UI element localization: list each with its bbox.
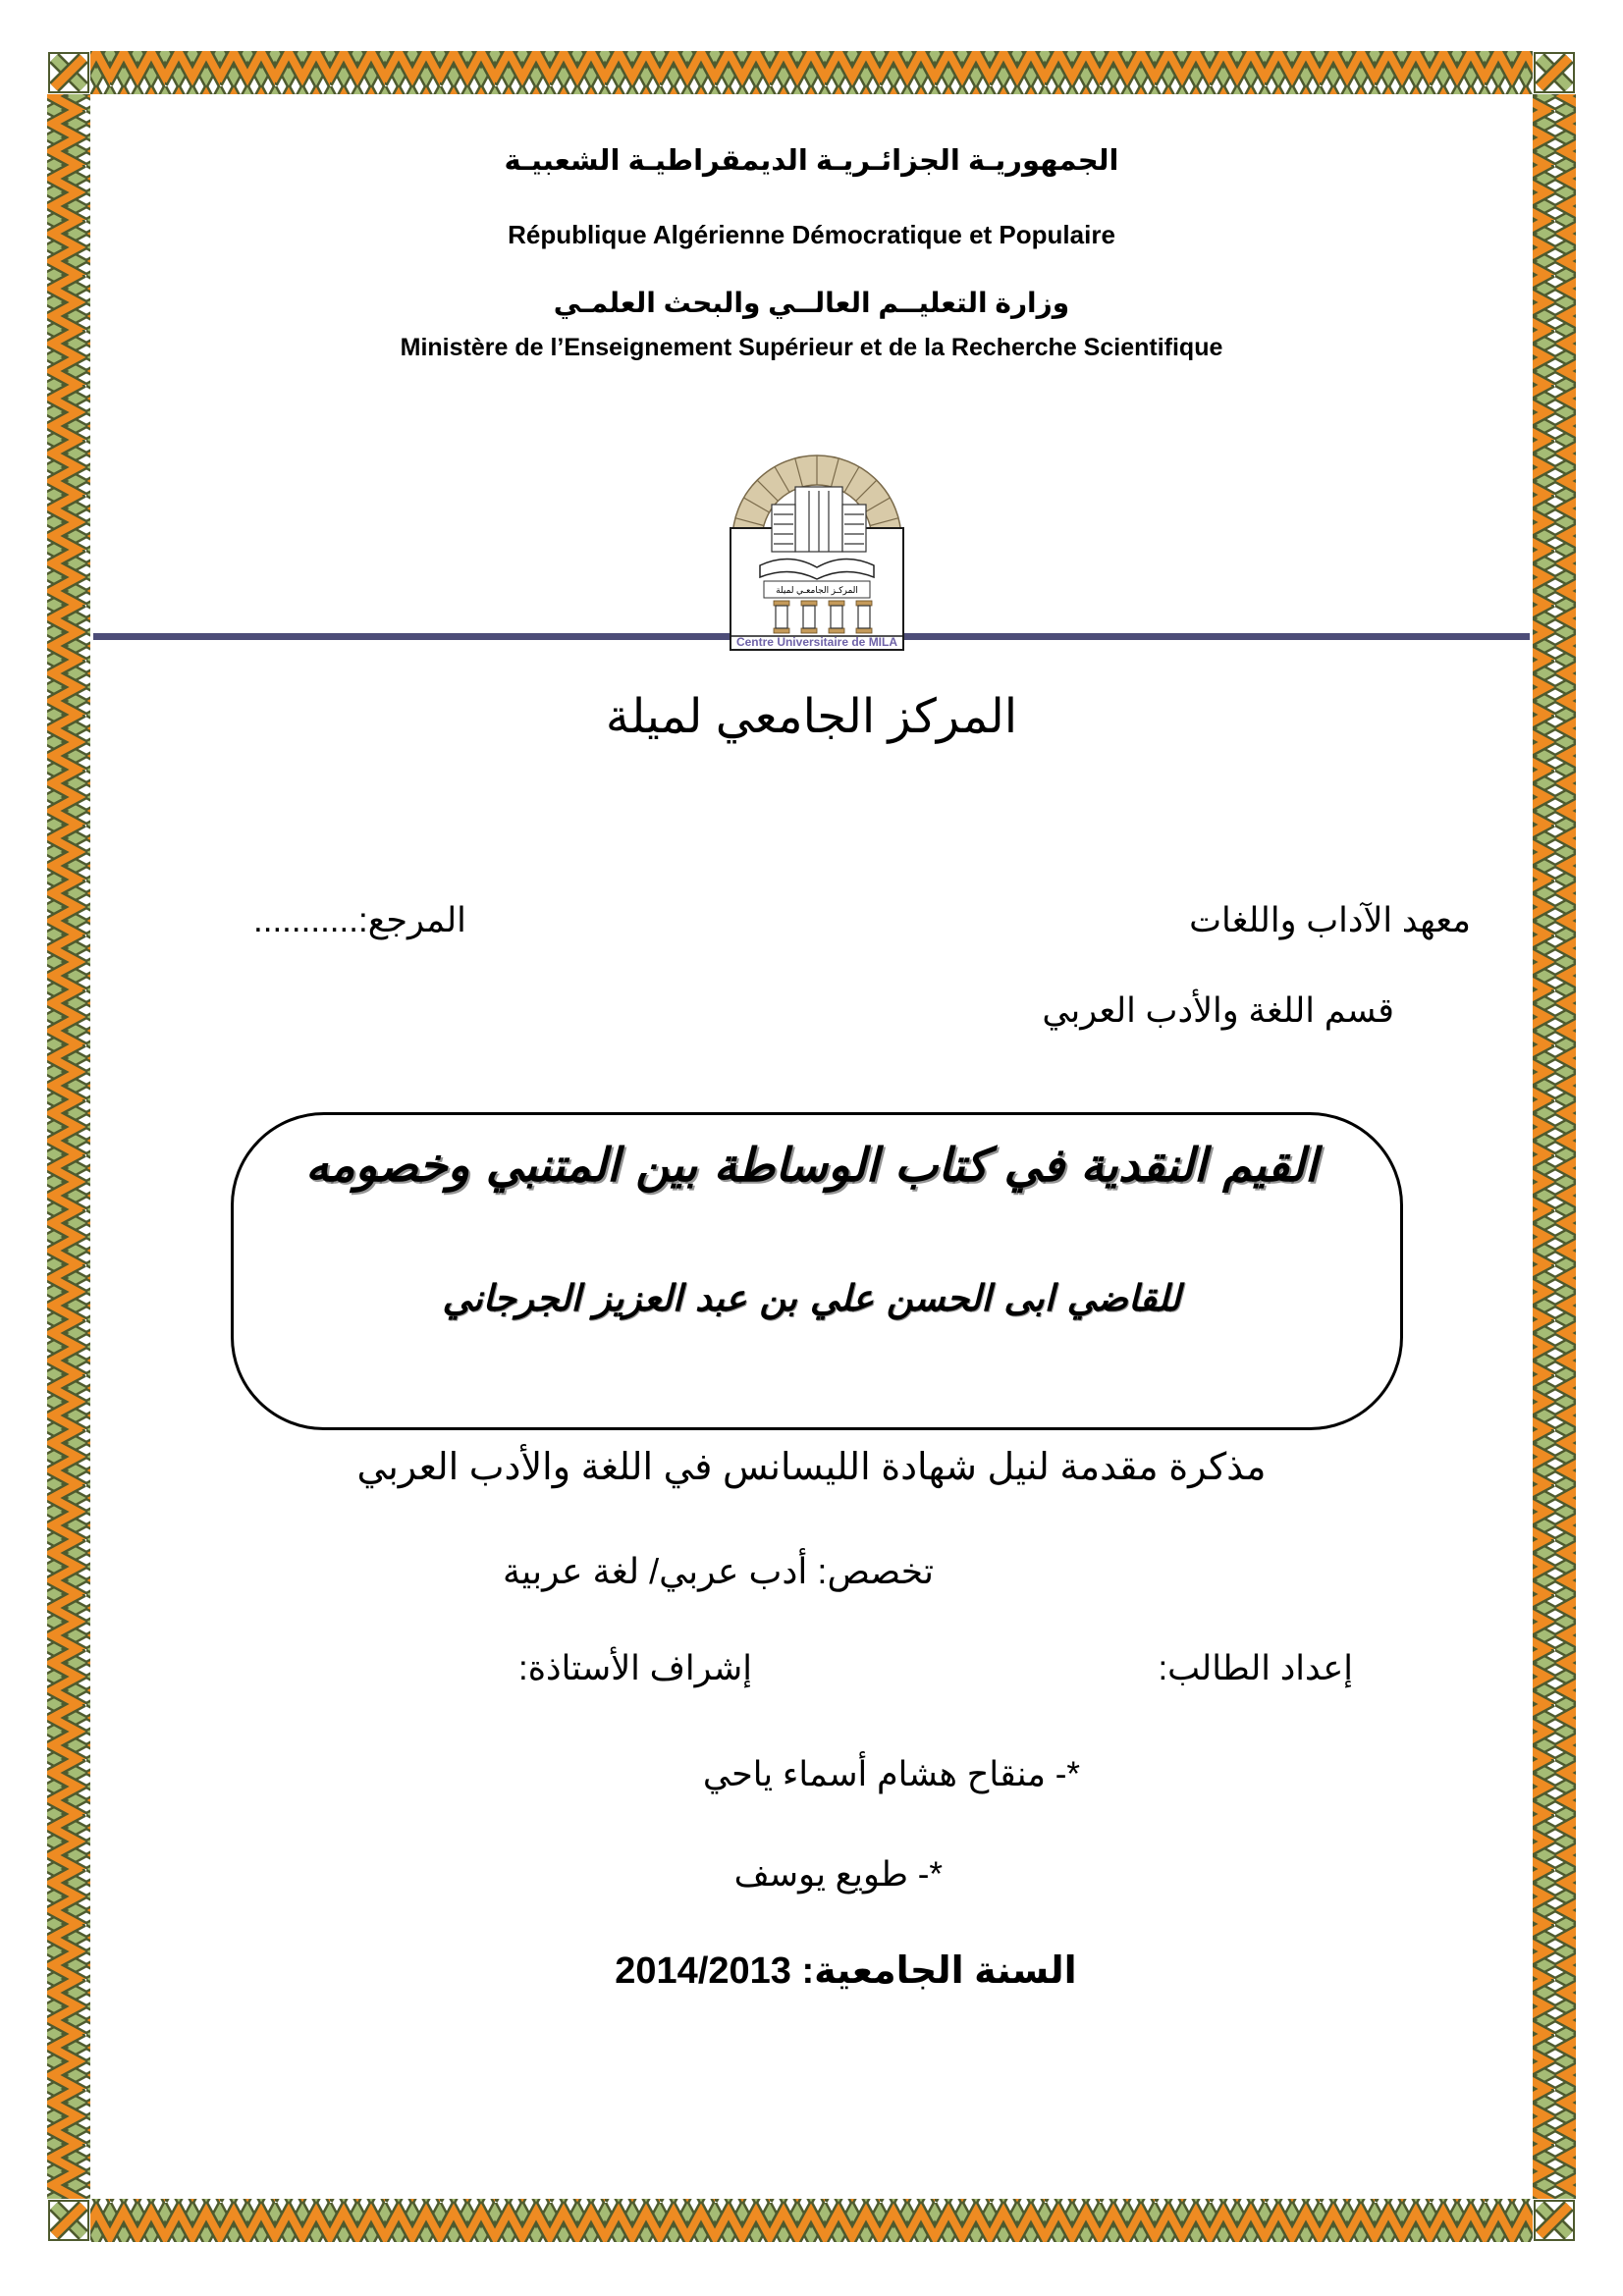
thesis-title-line2: للقاضي ابى الحسن علي بن عبد العزيز الجرجاني — [442, 1276, 1181, 1319]
university-name-arabic: المركز الجامعي لميلة — [605, 691, 1018, 743]
thesis-title-line1: القيم النقدية في كتاب الوساطة بين المتنبي وخصومه — [305, 1139, 1318, 1193]
supervisor-label: إشراف الأستاذة: — [518, 1649, 752, 1687]
republic-title-french: République Algérienne Démocratique et Populaire — [508, 220, 1115, 249]
institute-name: معهد الآداب واللغات — [1189, 901, 1471, 939]
university-logo — [725, 442, 921, 660]
prepared-by-label: إعداد الطالب: — [1158, 1649, 1353, 1687]
student-supervisor-name-1: *- منقاح هشام أسماء ياحي — [702, 1755, 1080, 1793]
ministry-title-french: Ministère de l’Enseignement Supérieur et de la Recherche Scientifique — [400, 334, 1223, 361]
reference-field: المرجع:........... — [253, 901, 466, 939]
specialty-line: تخصص: أدب عربي/ لغة عربية — [502, 1551, 935, 1591]
logo-banner-text: المركـز الجامعـي لميلة — [776, 585, 858, 595]
student-supervisor-name-2: *- طويع يوسف — [733, 1855, 943, 1894]
academic-year-line: السنة الجامعية: 2014/2013 — [615, 1950, 1077, 1992]
ministry-title-arabic: وزارة التعليــم العالــي والبحث العلمـي — [553, 288, 1070, 318]
memo-description: مذكرة مقدمة لنيل شهادة الليسانس في اللغة والأدب العربي — [356, 1447, 1267, 1488]
logo-caption: Centre Universitaire de MILA — [735, 635, 898, 649]
republic-title-arabic: الجمهوريـة الجزائـريـة الديمقراطيـة الشعبيـة — [504, 145, 1119, 177]
department-name: قسم اللغة والأدب العربي — [1042, 991, 1394, 1030]
